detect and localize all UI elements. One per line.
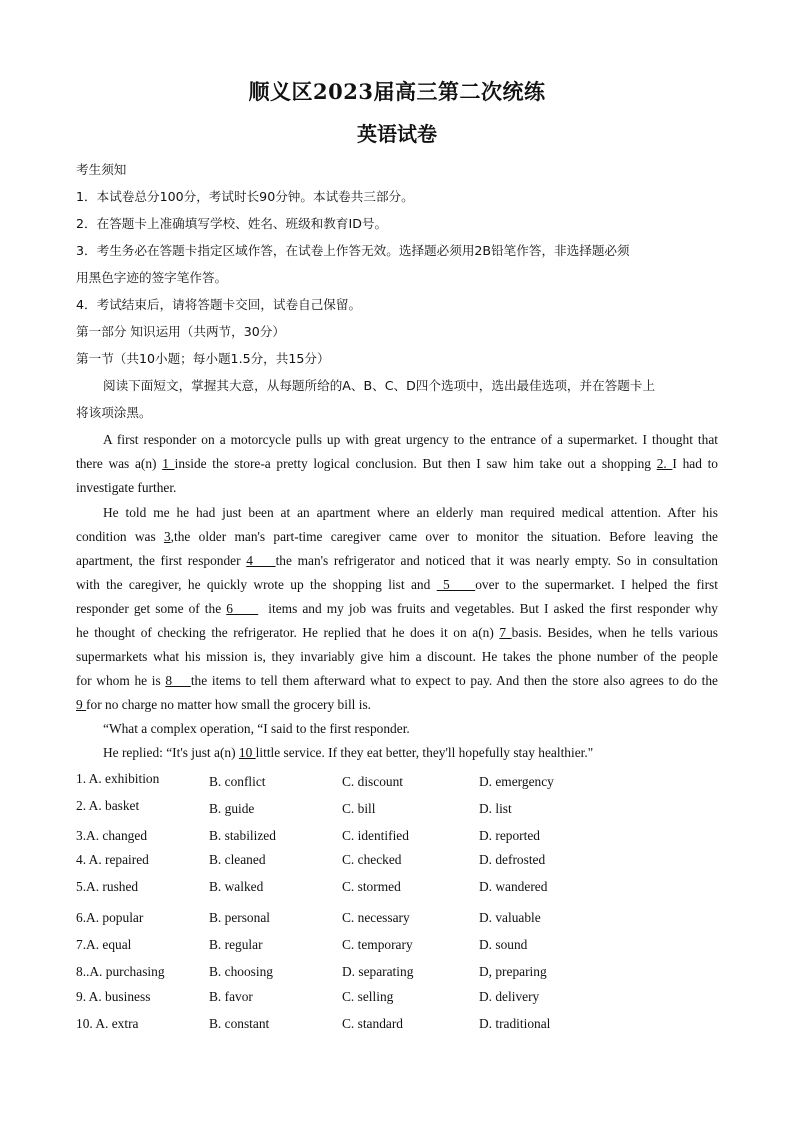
option-1-c: C. discount [342,774,404,789]
passage-text: He replied: “It's just a(n) [103,745,239,760]
passage-line [76,577,718,593]
passage-line [76,673,718,689]
blank-2: 2. [656,456,673,471]
option-4-c: C. checked [342,852,402,867]
option-2-b: B. guide [209,801,255,816]
option-9-d: D. delivery [479,989,540,1004]
blank-6: 6 [226,601,259,616]
blank-8: 8 [165,673,191,688]
option-8-b: B. choosing [209,964,273,979]
option-1-b: B. conflict [209,774,266,789]
passage-text: ,the older man's part-time caregiver came over to monitor the situation. Before leaving the [170,529,718,544]
instruction-line-2: 将该项涂黑。 [76,405,152,420]
passage-text: inside the store-a pretty logical conclusion. But then I saw him take out a shopping [174,456,657,471]
blank-1: 1 [162,456,175,471]
option-9-c: C. selling [342,989,394,1004]
option-6-a: 6.A. popular [76,910,144,925]
passage-line [76,697,718,713]
instruction-line-1: 阅读下面短文，掌握其大意，从每题所给的A、B、C、D四个选项中，选出最佳选项，并在答题卡上 [103,378,656,393]
blank-7: 7 [499,625,512,640]
passage-line: A first responder on a motorcycle pulls up with great urgency to the entrance of a supermarket. I thought that [103,432,718,447]
passage-line: supermarkets what his mission is, they invariably give him a discount. He takes the phone number of the people [76,649,718,664]
option-10-c: C. standard [342,1016,403,1031]
passage-line: He told me he had just been at an apartment where an elderly man required medical attention. After his [103,505,718,520]
passage-line [76,601,718,617]
passage-line [103,745,718,761]
section1-heading: 第一节（共10小题；每小题1.5分，共15分） [76,351,330,366]
option-3-a: 3.A. changed [76,828,148,843]
option-8-c: D. separating [342,964,414,979]
passage-line [76,625,718,641]
blank-10: 10 [238,745,256,760]
passage-text: the items to tell them afterward what to expect to pay. And then the store also agrees to do the [190,673,718,688]
option-5-b: B. walked [209,879,264,894]
passage-text: there was a(n) [76,456,163,471]
option-6-c: C. necessary [342,910,410,925]
blank-3: 3 [163,529,171,544]
passage-text: with the caregiver, he quickly wrote up the shopping list and [76,577,437,592]
passage-text: for whom he is [76,673,166,688]
option-8-d: D, preparing [479,964,547,979]
passage-text: responder get some of the [76,601,227,616]
option-6-b: B. personal [209,910,270,925]
option-10-d: D. traditional [479,1016,551,1031]
passage-line: “What a complex operation, “I said to the first responder. [103,721,410,736]
option-4-b: B. cleaned [209,852,266,867]
passage-line [76,553,718,569]
passage-text: little service. If they eat better, they'll hopefully stay healthier." [255,745,594,760]
option-6-d: D. valuable [479,910,541,925]
option-3-d: D. reported [479,828,540,843]
option-5-c: C. stormed [342,879,401,894]
option-9-a: 9. A. business [76,989,151,1004]
blank-4: 4 [246,553,276,568]
option-1-d: D. emergency [479,774,554,789]
passage-text: apartment, the first responder [76,553,247,568]
passage-text: over to the supermarket. I helped the first [475,577,718,592]
passage-text: basis. Besides, when he tells various [511,625,718,640]
passage-line [76,456,718,472]
option-9-b: B. favor [209,989,253,1004]
exam-title: 顺义区2023届高三第二次统练 [248,79,546,104]
notice-item-3b: 用黑色字迹的签字笔作答。 [76,270,228,285]
option-7-c: C. temporary [342,937,413,952]
passage-text: items and my job was fruits and vegetables. But I asked the first responder why [258,601,718,616]
option-2-d: D. list [479,801,512,816]
blank-5: 5 [436,577,476,592]
option-8-a: 8..A. purchasing [76,964,165,979]
option-10-b: B. constant [209,1016,270,1031]
option-10-a: 10. A. extra [76,1016,139,1031]
option-1-a: 1. A. exhibition [76,771,160,786]
option-4-a: 4. A. repaired [76,852,149,867]
part1-heading: 第一部分 知识运用（共两节，30分） [76,324,285,339]
exam-subtitle: 英语试卷 [357,122,437,146]
option-2-c: C. bill [342,801,376,816]
option-7-b: B. regular [209,937,263,952]
option-4-d: D. defrosted [479,852,546,867]
option-2-a: 2. A. basket [76,798,140,813]
option-3-c: C. identified [342,828,409,843]
blank-9: 9 [76,697,87,712]
passage-text: he thought of checking the refrigerator. He replied that he does it on a(n) [76,625,500,640]
option-3-b: B. stabilized [209,828,276,843]
notice-item-3a: 3．考生务必在答题卡指定区域作答，在试卷上作答无效。选择题必须用2B铅笔作答，非选择题必须 [76,243,630,258]
notice-item-2: 2．在答题卡上准确填写学校、姓名、班级和教育ID号。 [76,216,388,231]
option-5-a: 5.A. rushed [76,879,139,894]
option-7-d: D. sound [479,937,528,952]
passage-text: the man's refrigerator and noticed that it was nearly empty. So in consultation [275,553,718,568]
passage-line [76,529,718,545]
passage-text: condition was [76,529,164,544]
passage-line: investigate further. [76,480,177,495]
option-5-d: D. wandered [479,879,548,894]
notice-item-4: 4．考试结束后，请将答题卡交回，试卷自己保留。 [76,297,362,312]
passage-text: for no charge no matter how small the grocery bill is. [86,697,372,712]
notice-heading: 考生须知 [76,162,127,177]
notice-item-1: 1．本试卷总分100分，考试时长90分钟。本试卷共三部分。 [76,189,414,204]
option-7-a: 7.A. equal [76,937,132,952]
passage-text: I had to [672,456,719,471]
